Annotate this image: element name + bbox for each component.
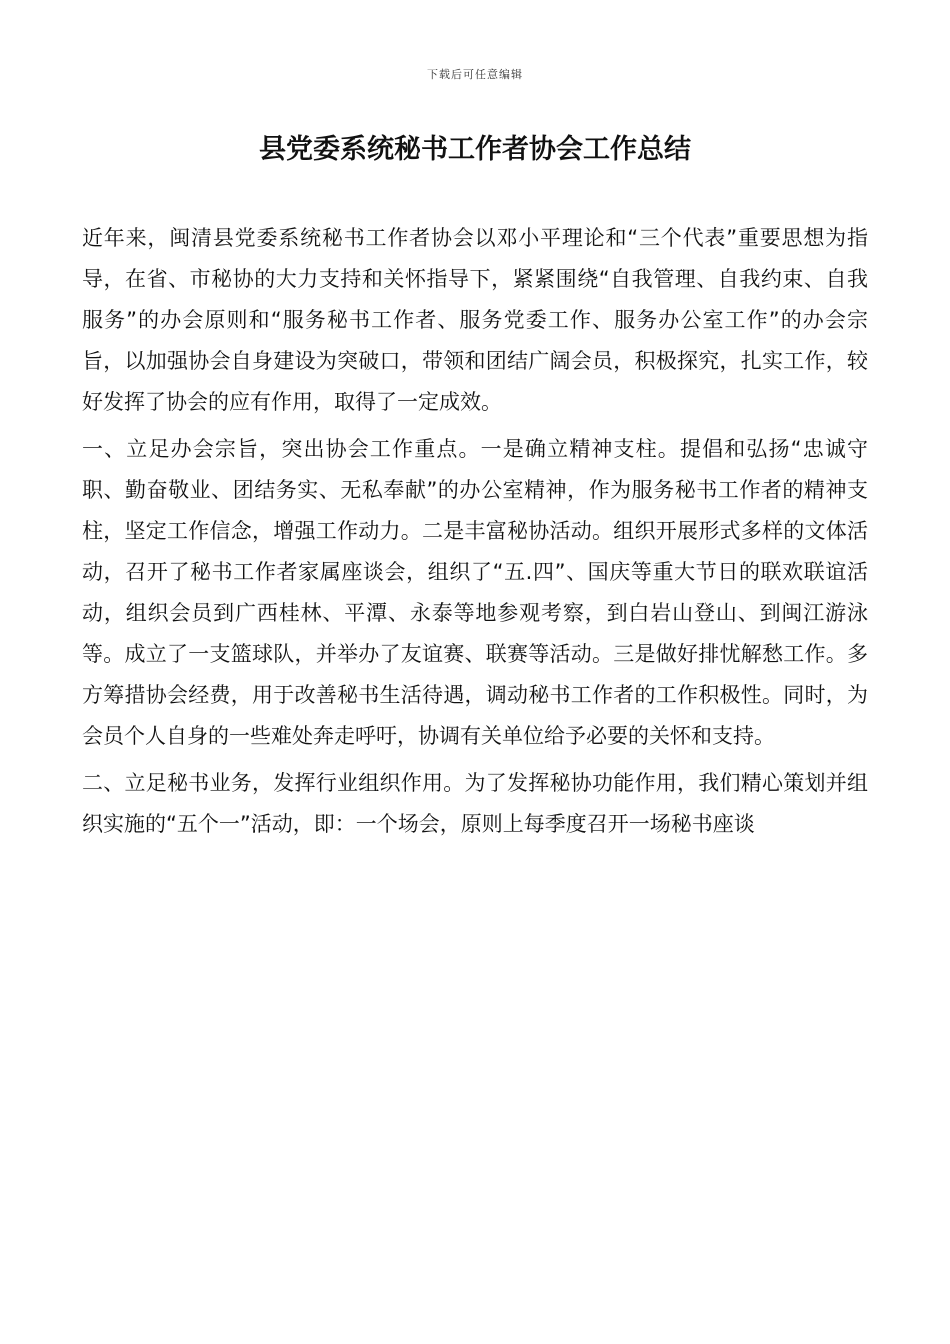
document-title: 县党委系统秘书工作者协会工作总结	[259, 134, 691, 165]
header-note: 下载后可任意编辑	[427, 68, 523, 81]
paragraph-intro: 近年来，闽清县党委系统秘书工作者协会以邓小平理论和“三个代表”重要思想为指导，在省、市秘协的大力支持和关怀指导下，紧紧围绕“自我管理、自我约束、自我服务”的办会原则和“服务秘书工作者、服务党委工作、服务办公室工作”的办会宗旨，以加强协会自身建设为突破口，带领和团结广阔会员，积极探究，扎实工作，较好发挥了协会的应有作用，取得了一定成效。	[82, 226, 868, 414]
document-body	[82, 218, 868, 851]
paragraph-section-one: 一、立足办会宗旨，突出协会工作重点。一是确立精神支柱。提倡和弘扬“忠诚守职、勤奋敬业、团结务实、无私奉献”的办公室精神，作为服务秘书工作者的精神支柱，坚定工作信念，增强工作动力。二是丰富秘协活动。组织开展形式多样的文体活动，召开了秘书工作者家属座谈会，组织了“五.四”、国庆等重大节日的联欢联谊活动，组织会员到广西桂林、平潭、永泰等地参观考察，到白岩山登山、到闽江游泳等。成立了一支篮球队，并举办了友谊赛、联赛等活动。三是做好排忧解愁工作。多方筹措协会经费，用于改善秘书生活待遇，调动秘书工作者的工作积极性。同时，为会员个人自身的一些难处奔走呼吁，协调有关单位给予必要的关怀和支持。	[82, 437, 868, 748]
paragraph-section-two: 二、立足秘书业务，发挥行业组织作用。为了发挥秘协功能作用，我们精心策划并组织实施的“五个一”活动，即：一个场会，原则上每季度召开一场秘书座谈	[82, 771, 868, 836]
